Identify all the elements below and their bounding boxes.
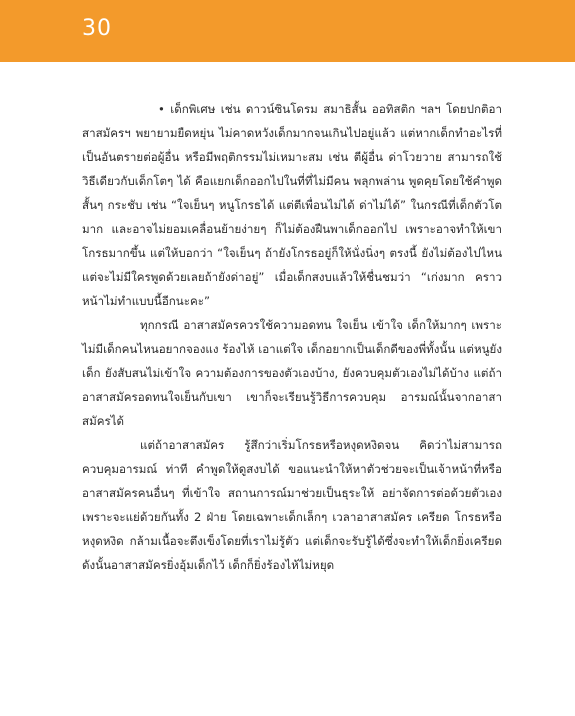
header-band <box>0 0 575 62</box>
page-number: 30 <box>82 16 112 41</box>
paragraph: ทุกกรณี อาสาสมัครควรใช้ความอดทน ใจเย็น เข้าใจ เด็กให้มากๆ เพราะไม่มีเด็กคนไหนอยากจองแง ร้องไห้ เอาแต่ใจ เด็กอยากเป็นเด็กดีของพี่ทั้งนั้น แต่หนูยังเด็ก ยังสับสนไม่เข้าใจ ความต้องการของตัวเองบ้าง, ยังควบคุมตัวเองไม่ได้บ้าง แต่ถ้าอาสาสมัครอดทนใจเย็นกับเขา เขาก็จะเรียนรู้วิธีการควบคุม อารมณ์นั้นจากอาสาสมัครได้ <box>82 318 502 428</box>
bullet-icon: • <box>158 102 165 116</box>
paragraph-text: เด็กพิเศษ เช่น ดาวน์ซินโดรม สมาธิสั้น ออทิสติก ฯลฯ โดยปกติอาสาสมัครฯ พยายามยืดหยุ่น ไม่คาดหวังเด็กมากจนเกินไปอยู่แล้ว แต่หากเด็กทำอะไรที่เป็นอันตรายต่อผู้อื่น หรือมีพฤติกรรมไม่เหมาะสม เช่น ตีผู้อื่น ด่าโวยวาย สามารถใช้วิธีเดียวกับเด็กโตๆ ได้ คือแยกเด็กออกไปในที่ที่ไม่มีคน พลุกพล่าน พูดคุยโดยใช้คำพูดสั้นๆ กระชับ เช่น “ใจเย็นๆ หนูโกรธได้ แต่ตีเพื่อนไม่ได้ ด่าไม่ได้” ในกรณีที่เด็กตัวโตมาก และอาจไม่ยอมเคลื่อนย้ายง่ายๆ ก็ไม่ต้องฝืนพาเด็กออกไป เพราะอาจทำให้เขาโกรธมากขึ้น แต่ให้บอกว่า “ใจเย็นๆ ถ้ายังโกรธอยู่ก็ให้นั่งนิ่งๆ ตรงนี้ ยังไม่ต้องไปไหน แต่จะไม่มีใครพูดด้วยเลยถ้ายังด่าอยู่” เมื่อเด็กสงบแล้วให้ชื่นชมว่า “เก่งมาก คราวหน้าไม่ทำแบบนี้อีกนะคะ” <box>82 102 502 308</box>
body-text <box>82 97 502 577</box>
bullet-paragraph <box>82 97 502 313</box>
paragraph: แต่ถ้าอาสาสมัคร รู้สึกว่าเริ่มโกรธหรือหงุดหงิดจน คิดว่าไม่สามารถควบคุมอารมณ์ ท่าที คำพูดให้ดูสงบได้ ขอแนะนำให้หาตัวช่วยจะเป็นเจ้าหน้าที่หรืออาสาสมัครคนอื่นๆ ที่เข้าใจ สถานการณ์มาช่วยเป็นธุระให้ อย่าจัดการต่อด้วยตัวเองเพราะจะแย่ด้วยกันทั้ง 2 ฝ่าย โดยเฉพาะเด็กเล็กๆ เวลาอาสาสมัคร เครียด โกรธหรือหงุดหงิด กล้ามเนื้อจะตึงเข็งโดยที่เราไม่รู้ตัว แต่เด็กจะรับรู้ได้ซึ่งจะทำให้เด็กยิ่งเครียด ดังนั้นอาสาสมัครยิ่งอุ้มเด็กไว้ เด็กก็ยิ่งร้องไห้ไม่หยุด <box>82 438 502 572</box>
